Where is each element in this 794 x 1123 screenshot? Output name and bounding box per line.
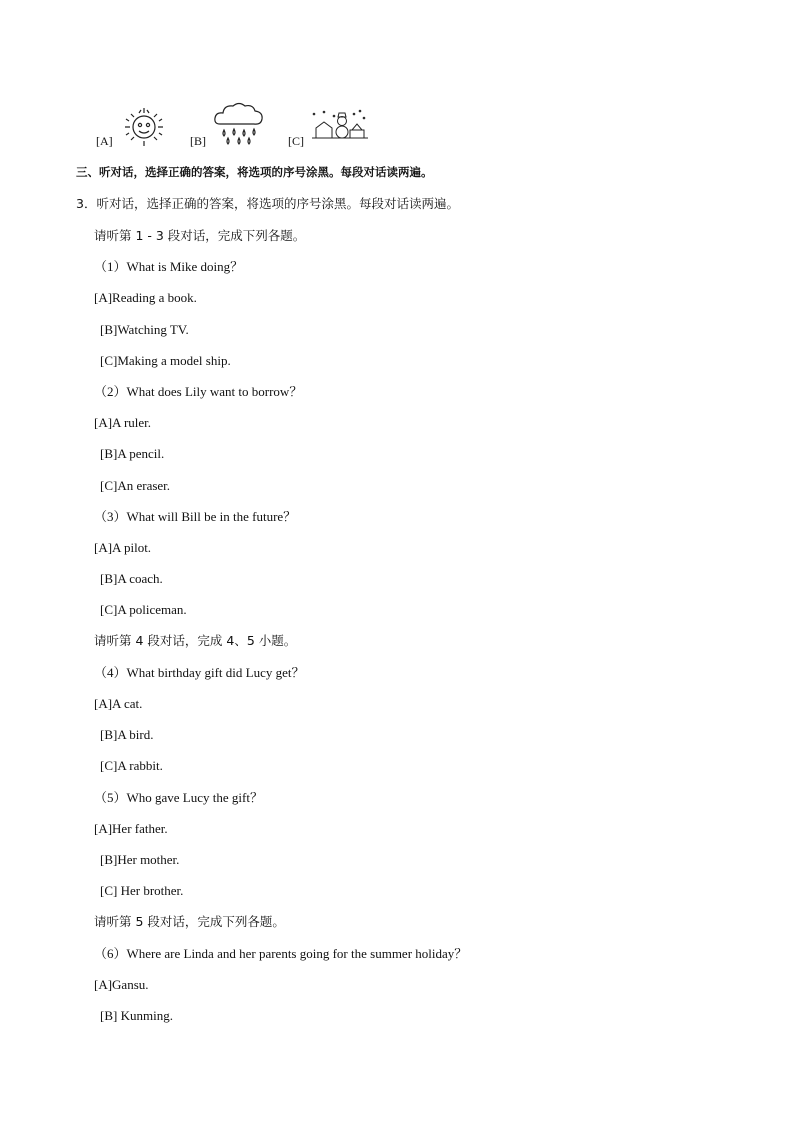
snowman-icon (310, 108, 370, 144)
picture-option-c-label: [C] (288, 134, 304, 148)
option-a[interactable]: [A]A ruler. (94, 415, 152, 430)
sun-icon (120, 104, 168, 150)
option-c[interactable]: [C]Making a model ship. (100, 353, 231, 368)
picture-option-a-label: [A] (96, 134, 113, 148)
group-instruction: 请听第 5 段对话，完成下列各题。 (94, 914, 285, 929)
section-title: 三、听对话，选择正确的答案，将选项的序号涂黑。每段对话读两遍。 (76, 165, 433, 179)
rain-cloud-icon (212, 100, 266, 148)
option-c[interactable]: [C]A rabbit. (100, 758, 163, 773)
option-b[interactable]: [B]A pencil. (100, 446, 165, 461)
option-c[interactable]: [C] Her brother. (100, 883, 184, 898)
question-text: （3）What will Bill be in the future？ (94, 509, 297, 524)
option-b[interactable]: [B]A coach. (100, 571, 163, 586)
question-text: （1）What is Mike doing？ (94, 259, 244, 274)
option-a[interactable]: [A]Reading a book. (94, 290, 197, 305)
question-text: （2）What does Lily want to borrow？ (94, 384, 303, 399)
question-text: （6）Where are Linda and her parents going for the summer holiday？ (94, 946, 468, 961)
option-b[interactable]: [B]A bird. (100, 727, 154, 742)
option-c[interactable]: [C]An eraser. (100, 478, 171, 493)
option-a[interactable]: [A]A pilot. (94, 540, 152, 555)
question-intro: 3．听对话，选择正确的答案，将选项的序号涂黑。每段对话读两遍。 (76, 196, 459, 211)
question-text: （5）Who gave Lucy the gift？ (94, 790, 263, 805)
option-b[interactable]: [B]Her mother. (100, 852, 180, 867)
option-a[interactable]: [A]Gansu. (94, 977, 149, 992)
option-b[interactable]: [B] Kunming. (100, 1008, 173, 1023)
option-c[interactable]: [C]A policeman. (100, 602, 187, 617)
group-instruction: 请听第 4 段对话，完成 4、5 小题。 (94, 633, 297, 648)
picture-options (94, 100, 394, 150)
picture-option-b-label: [B] (190, 134, 206, 148)
question-text: （4）What birthday gift did Lucy get？ (94, 665, 305, 680)
group-instruction: 请听第 1 - 3 段对话，完成下列各题。 (94, 228, 306, 243)
option-a[interactable]: [A]A cat. (94, 696, 143, 711)
option-b[interactable]: [B]Watching TV. (100, 322, 189, 337)
option-a[interactable]: [A]Her father. (94, 821, 168, 836)
